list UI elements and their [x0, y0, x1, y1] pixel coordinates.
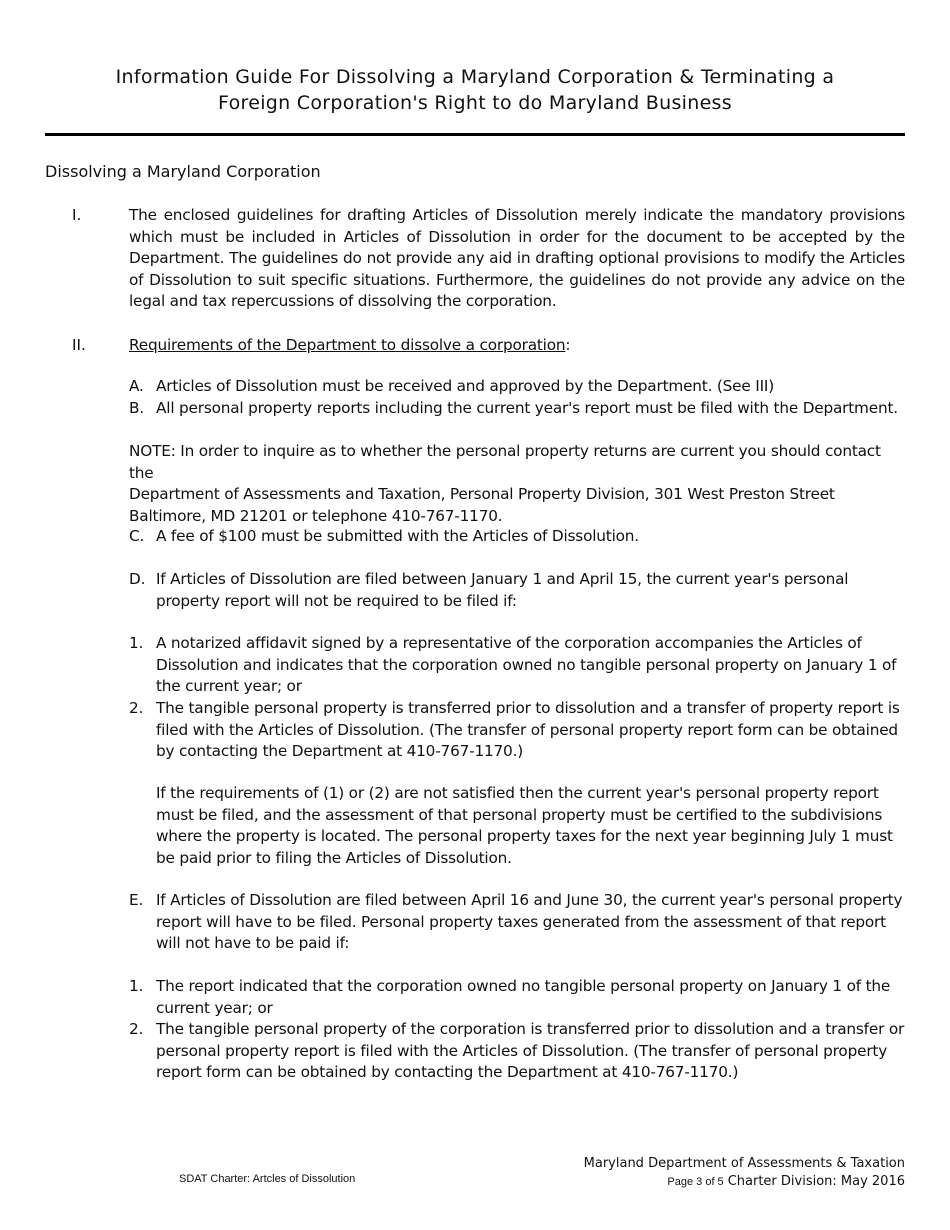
- list-item-b: [129, 398, 905, 420]
- part-2-heading: [129, 335, 905, 357]
- list-item-a: [129, 376, 905, 398]
- list-item-c: [129, 526, 905, 548]
- list-item-text: A fee of $100 must be submitted with the Articles of Dissolution.: [156, 527, 639, 545]
- note-paragraph: [129, 441, 905, 527]
- followup-text: If the requirements of (1) or (2) are not satisfied then the current year's personal property report must be filed, and the assessment of that personal property must be certified to the subdivisions where the property is located. The personal property taxes for the next year beginning July 1 must be paid prior to filing the Articles of Dissolution.: [156, 784, 893, 867]
- list-item-e: [129, 890, 905, 955]
- list-marker: A.: [129, 377, 144, 395]
- page-number: Page 3 of 5: [667, 1176, 724, 1188]
- list-item-text: The report indicated that the corporation owned no tangible personal property on January 1 of the current year; or: [156, 977, 891, 1017]
- part-2-numeral: II.: [72, 336, 86, 354]
- list-item-d: [129, 569, 905, 612]
- list-item-text: The tangible personal property of the corporation is transferred prior to dissolution and a transfer or personal property report is filed with the Articles of Dissolution. (The transfer of personal property report form can be obtained by contacting the Department at 410-767-1170.): [156, 1020, 905, 1081]
- part-1-paragraph: The enclosed guidelines for drafting Articles of Dissolution merely indicate the mandatory provisions which must be included in Articles of Dissolution in order for the document to be accepted by the Department. The guidelines do not provide any aid in drafting optional provisions to modify the Articles of Dissolution to suit specific situations. Furthermore, the guidelines do not provide any advice on the legal and tax repercussions of dissolving the corporation.: [129, 206, 905, 310]
- footer-dept-name: Maryland Department of Assessments & Taxation: [583, 1156, 905, 1171]
- list-marker: 2.: [129, 699, 144, 717]
- list-item-text: All personal property reports including the current year's report must be filed with the Department.: [156, 399, 898, 417]
- part-2-heading-text: Requirements of the Department to dissolve a corporation: [129, 336, 566, 354]
- list-item-e-2: [129, 1019, 905, 1084]
- list-marker: E.: [129, 891, 144, 909]
- part-1-numeral: I.: [72, 206, 82, 224]
- part-2-heading-colon: :: [565, 336, 571, 354]
- note-line-3: Baltimore, MD 21201 or telephone 410-767-1170.: [129, 506, 503, 525]
- list-item-text: If Articles of Dissolution are filed between January 1 and April 15, the current year's personal property report will not be required to be filed if:: [156, 570, 849, 610]
- list-item-d-2: [129, 698, 905, 763]
- note-line-1: NOTE: In order to inquire as to whether the personal property returns are current you should contact the: [129, 442, 881, 482]
- list-item-text: Articles of Dissolution must be received and approved by the Department. (See III): [156, 377, 774, 395]
- list-marker: C.: [129, 527, 145, 545]
- list-marker: B.: [129, 399, 144, 417]
- list-item-e-1: [129, 976, 905, 1019]
- footer-form-label: SDAT Charter: Artcles of Dissolution: [179, 1173, 356, 1185]
- list-marker: D.: [129, 570, 146, 588]
- list-item-text: A notarized affidavit signed by a representative of the corporation accompanies the Articles of Dissolution and indicates that the corporation owned no tangible personal property on January 1 of the current year; or: [156, 634, 897, 695]
- list-marker: 2.: [129, 1020, 144, 1038]
- d-followup-paragraph: [129, 783, 905, 869]
- list-marker: 1.: [129, 634, 144, 652]
- document-title: [45, 64, 905, 116]
- list-marker: 1.: [129, 977, 144, 995]
- list-item-text: The tangible personal property is transferred prior to dissolution and a transfer of property report is filed with the Articles of Dissolution. (The transfer of personal property report form can be obtained by contacting the Department at 410-767-1170.): [156, 699, 900, 760]
- footer-page-line: [584, 1173, 905, 1191]
- title-line-2: Foreign Corporation's Right to do Maryland Business: [218, 92, 732, 114]
- note-line-2: Department of Assessments and Taxation, Personal Property Division, 301 West Preston Street: [129, 485, 835, 503]
- footer-department: [584, 1155, 905, 1191]
- list-item-d-1: [129, 633, 905, 698]
- footer-division: Charter Division: May 2016: [727, 1174, 905, 1189]
- title-line-1: Information Guide For Dissolving a Maryland Corporation & Terminating a: [115, 66, 835, 88]
- list-item-text: If Articles of Dissolution are filed between April 16 and June 30, the current year's personal property report will have to be filed. Personal property taxes generated from the assessment of that report will not have to be paid if:: [156, 891, 903, 952]
- header-divider: [45, 133, 905, 136]
- section-heading: Dissolving a Maryland Corporation: [45, 162, 321, 181]
